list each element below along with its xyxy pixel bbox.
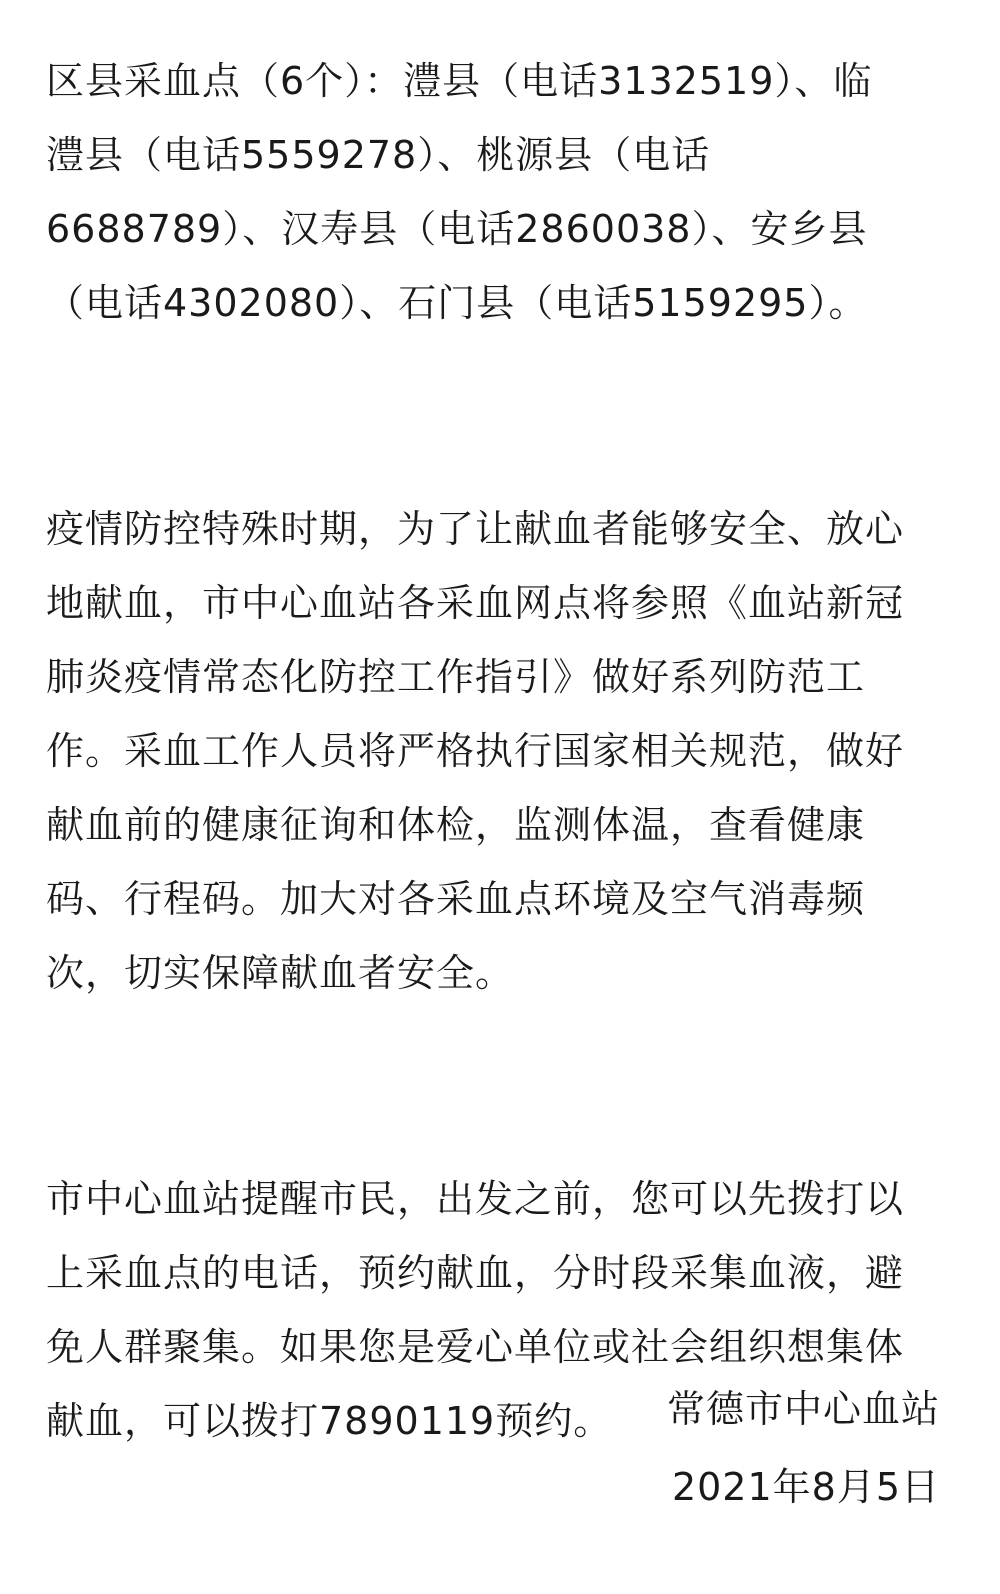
text-line: 免人群聚集。如果您是爱心单位或社会组织想集体 [46,1325,905,1369]
text-line: （电话4302080）、石门县（电话5159295）。 [46,281,868,325]
text-line: 作。采血工作人员将严格执行国家相关规范，做好 [46,729,905,773]
paragraph-blood-collection-points [46,44,926,340]
paragraph-spacer [46,340,926,492]
text-line: 献血，可以拨打7890119预约。 [46,1399,613,1443]
text-line: 码、行程码。加大对各采血点环境及空气消毒频 [46,877,866,921]
text-line: 市中心血站提醒市民，出发之前，您可以先拨打以 [46,1177,905,1221]
signature-organization: 常德市中心血站 [666,1387,940,1431]
text-line: 献血前的健康征询和体检，监测体温，查看健康 [46,803,866,847]
text-line: 区县采血点（6个）：澧县（电话3132519）、临 [46,59,873,103]
text-line: 澧县（电话5559278）、桃源县（电话 [46,133,711,177]
text-line: 上采血点的电话，预约献血，分时段采集血液，避 [46,1251,905,1295]
text-line: 疫情防控特殊时期，为了让献血者能够安全、放心 [46,507,905,551]
signature-date: 2021年8月5日 [671,1465,940,1509]
text-line: 地献血，市中心血站各采血网点将参照《血站新冠 [46,581,905,625]
text-line: 肺炎疫情常态化防控工作指引》做好系列防范工 [46,655,866,699]
article-body [46,44,926,1458]
paragraph-epidemic-prevention [46,492,926,1010]
paragraph-spacer [46,1010,926,1162]
text-line: 次，切实保障献血者安全。 [46,951,515,995]
text-line: 6688789）、汉寿县（电话2860038）、安乡县 [46,207,868,251]
signature-block [667,1370,940,1526]
